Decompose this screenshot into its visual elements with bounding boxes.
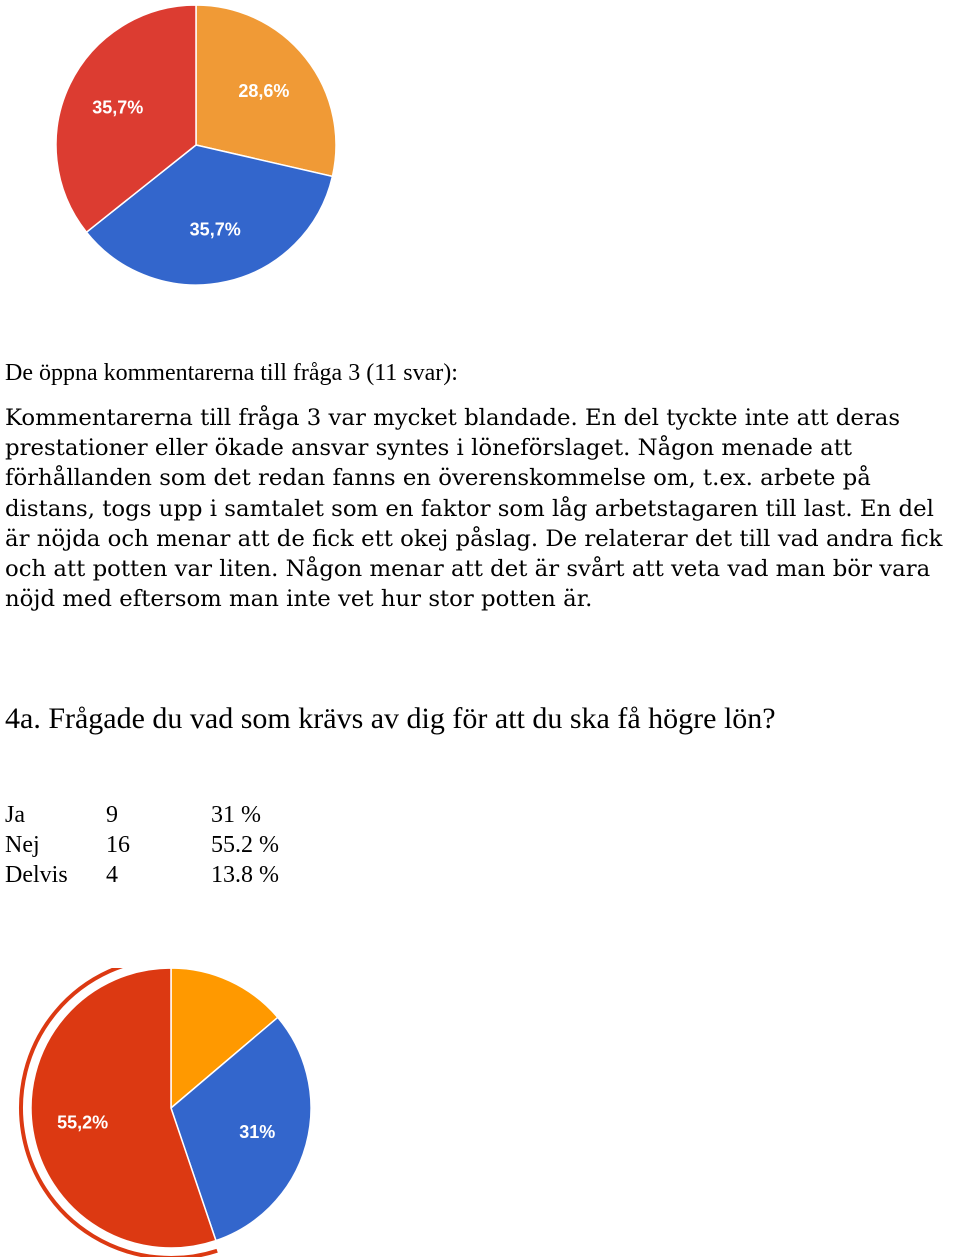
pie-slice-label: 35,7% (189, 219, 241, 240)
question-4a-title: 4a. Frågade du vad som krävs av dig för att du ska få högre lön? (5, 702, 776, 735)
answer-option: Nej (5, 832, 40, 858)
answer-percent: 13.8 % (211, 862, 279, 888)
answer-percent: 55.2 % (211, 832, 279, 858)
pie-slice-label: 31% (239, 1121, 276, 1142)
answer-percent: 31 % (211, 802, 261, 828)
answer-count: 9 (106, 802, 118, 828)
pie-slice-label: 55,2% (57, 1112, 109, 1133)
answer-count: 16 (106, 832, 130, 858)
pie-slice-label: 35,7% (92, 97, 144, 118)
pie-chart-question-4a (0, 968, 400, 1257)
answer-option: Delvis (5, 862, 68, 888)
comments-body: Kommentarerna till fråga 3 var mycket blandade. En del tyckte inte att deras prestationer eller ökade ansvar syntes i löneförslaget. Någon menade att förhållanden som det redan fanns en överenskommelse om, t.ex. arbete på distans, togs upp i samtalet som en faktor som låg arbetstagaren till last. En del är nöjda och menar att de fick ett okej påslag. De relaterar det till vad andra fick och att potten var liten. Någon menar att det är svårt att veta vad man bör vara nöjd med eftersom man inte vet hur stor potten är. (5, 405, 943, 613)
pie-slice-label: 28,6% (238, 80, 290, 101)
answer-row-nej (5, 830, 279, 860)
answer-row-delvis (5, 860, 279, 890)
answer-row-ja (5, 800, 279, 830)
answers-table (5, 800, 279, 890)
answer-option: Ja (5, 802, 25, 828)
comments-heading: De öppna kommentarerna till fråga 3 (11 svar): (5, 360, 458, 386)
pie-chart-question-3 (0, 0, 400, 300)
answer-count: 4 (106, 862, 118, 888)
